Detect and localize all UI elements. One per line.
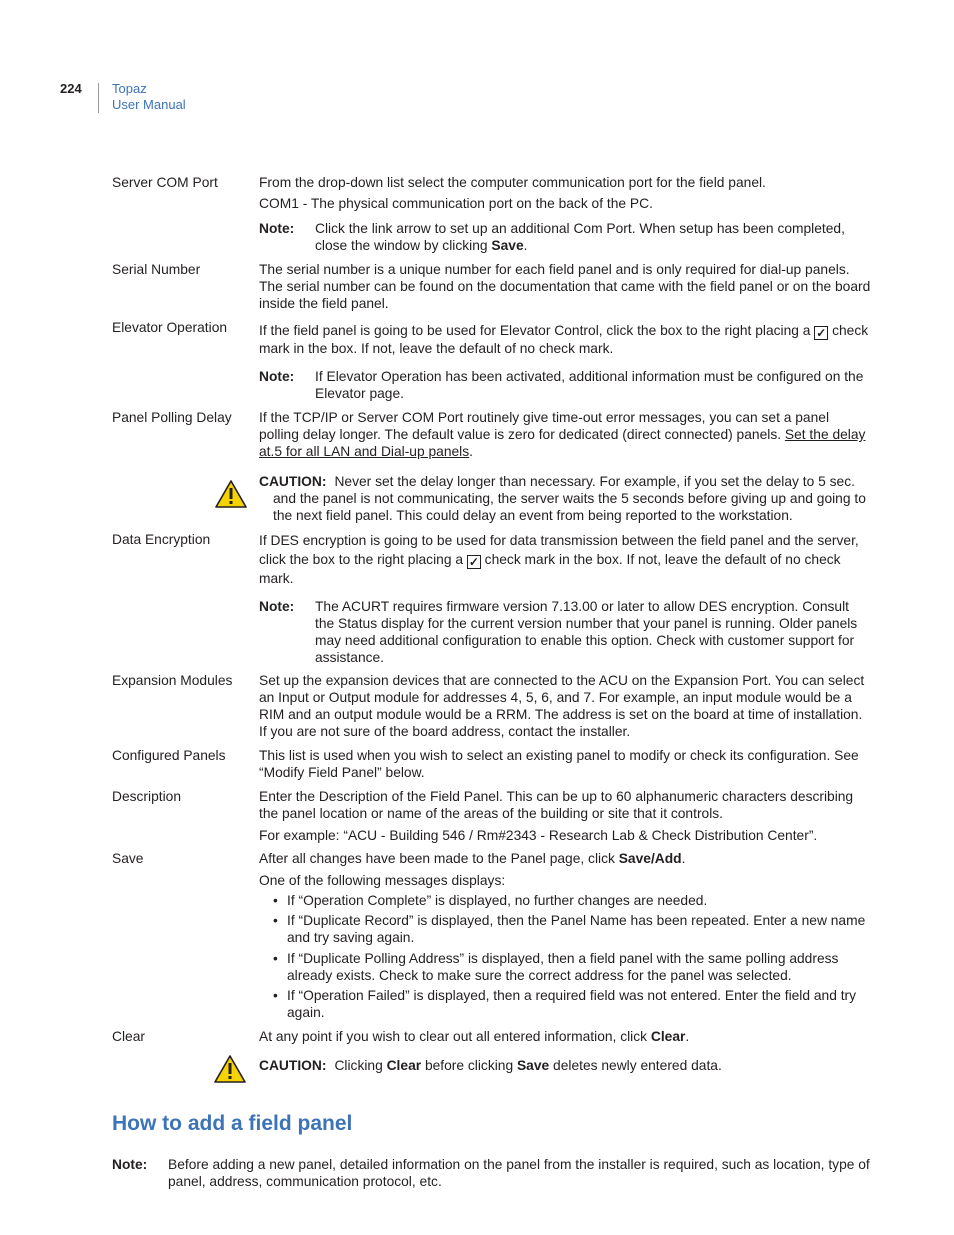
term-configured-panels: Configured Panels — [112, 748, 226, 763]
list-item: • If “Duplicate Polling Address” is displayed, then a field panel with the same polling address already exists. Check to make sure the correct address for the panel was selected. — [273, 951, 839, 983]
note-text: Click the link arrow to set up an additional Com Port. When setup has been completed, close the window by clicking Save. — [315, 221, 845, 253]
desc-save: After all changes have been made to the Panel page, click Save/Add. — [259, 851, 686, 866]
caution-panel-polling-delay — [259, 473, 871, 524]
desc-server-com-port-com1: COM1 - The physical communication port on the back of the PC. — [259, 196, 653, 211]
note-text: If Elevator Operation has been activated, additional information must be configured on the Elevator page. — [315, 369, 864, 401]
warning-triangle-icon — [214, 479, 248, 509]
polling-delay-link[interactable]: Set the delay at.5 for all LAN and Dial-up panels — [259, 427, 866, 459]
caution-label: CAUTION: — [259, 1058, 327, 1073]
desc-configured-panels: This list is used when you wish to select an existing panel to modify or check its configuration. See “Modify Field Panel” below. — [259, 748, 859, 780]
note-data-encryption — [259, 598, 871, 666]
note-label: Note: — [259, 369, 295, 384]
manual-name: User Manual — [112, 97, 186, 112]
list-item: • If “Duplicate Record” is displayed, then the Panel Name has been repeated. Enter a new name and try saving again. — [273, 913, 866, 945]
note-text: Before adding a new panel, detailed information on the panel from the installer is required, such as location, type of panel, address, communication protocol, etc. — [168, 1157, 870, 1189]
caution-text: Clicking Clear before clicking Save deletes newly entered data. — [334, 1058, 722, 1073]
term-description: Description — [112, 789, 182, 804]
list-item: • If “Operation Failed” is displayed, then a required field was not entered. Enter the field and try again. — [273, 988, 857, 1020]
term-expansion-modules: Expansion Modules — [112, 673, 233, 688]
product-name: Topaz — [112, 81, 147, 96]
term-server-com-port: Server COM Port — [112, 175, 218, 190]
term-panel-polling-delay: Panel Polling Delay — [112, 410, 232, 425]
warning-triangle-icon — [213, 1054, 247, 1084]
note-text: The ACURT requires firmware version 7.13.00 or later to allow DES encryption. Consult the Status display for the current version number that your panel is running. Older panels may need additional configuration to enable this option. Check with customer support for assistance. — [315, 599, 858, 665]
desc-elevator-operation: If the field panel is going to be used for Elevator Control, click the box to the right placing a ✓ check mark in the box. If not, leave the default of no check mark. — [259, 323, 869, 356]
caution-label: CAUTION: — [259, 474, 327, 489]
desc-panel-polling-delay: If the TCP/IP or Server COM Port routinely give time-out error messages, you can set a panel polling delay longer. The default value is zero for dedicated (direct connected) panels. Set the delay at.5 for all LAN and Dial-up panels. — [259, 410, 866, 459]
caution-clear — [259, 1057, 871, 1074]
term-data-encryption: Data Encryption — [112, 532, 211, 547]
desc-clear: At any point if you wish to clear out all entered information, click Clear. — [259, 1029, 690, 1044]
note-label: Note: — [112, 1157, 148, 1172]
header-divider — [98, 83, 99, 113]
desc-description: Enter the Description of the Field Panel. This can be up to 60 alphanumeric characters describing the panel location or name of the areas of the building or site that it controls. — [259, 789, 854, 821]
desc-server-com-port: From the drop-down list select the computer communication port for the field panel. — [259, 175, 766, 190]
section-heading: How to add a field panel — [112, 1112, 353, 1135]
checked-box-icon: ✓ — [468, 555, 479, 569]
list-item: • If “Operation Complete” is displayed, no further changes are needed. — [273, 893, 708, 908]
page-number: 224 — [60, 81, 82, 96]
note-add-field-panel — [112, 1156, 872, 1190]
desc-description-example: For example: “ACU - Building 546 / Rm#2343 - Research Lab & Check Distribution Center”. — [259, 828, 818, 843]
desc-save-messages: One of the following messages displays: — [259, 873, 506, 888]
checked-box-icon: ✓ — [816, 326, 827, 340]
term-save: Save — [112, 851, 144, 866]
note-label: Note: — [259, 599, 295, 614]
term-elevator-operation: Elevator Operation — [112, 320, 228, 335]
term-serial-number: Serial Number — [112, 262, 201, 277]
caution-text: Never set the delay longer than necessary. For example, if you set the delay to 5 sec. and the panel is not communicating, the server waits the 5 seconds before giving up and going to the next field panel. This could delay an event from being reported to the workstation. — [273, 474, 866, 523]
note-label: Note: — [259, 221, 295, 236]
desc-data-encryption: If DES encryption is going to be used for data transmission between the field panel and the server, click the box to the right placing a ✓ check mark in the box. If not, leave the default of no check mark. — [259, 533, 859, 586]
note-server-com-port — [259, 220, 871, 254]
note-elevator-operation — [259, 368, 871, 402]
desc-serial-number: The serial number is a unique number for each field panel and is only required for dial-up panels. The serial number can be found on the documentation that came with the field panel or on the board inside the field panel. — [259, 262, 871, 311]
desc-expansion-modules: Set up the expansion devices that are connected to the ACU on the Expansion Port. You can select an Input or Output module for addresses 4, 5, 6, and 7. For example, an input module would be a RIM and an output module would be a RRM. The address is set on the board at time of installation. If you are not sure of the board address, contact the installer. — [259, 673, 865, 739]
term-clear: Clear — [112, 1029, 145, 1044]
